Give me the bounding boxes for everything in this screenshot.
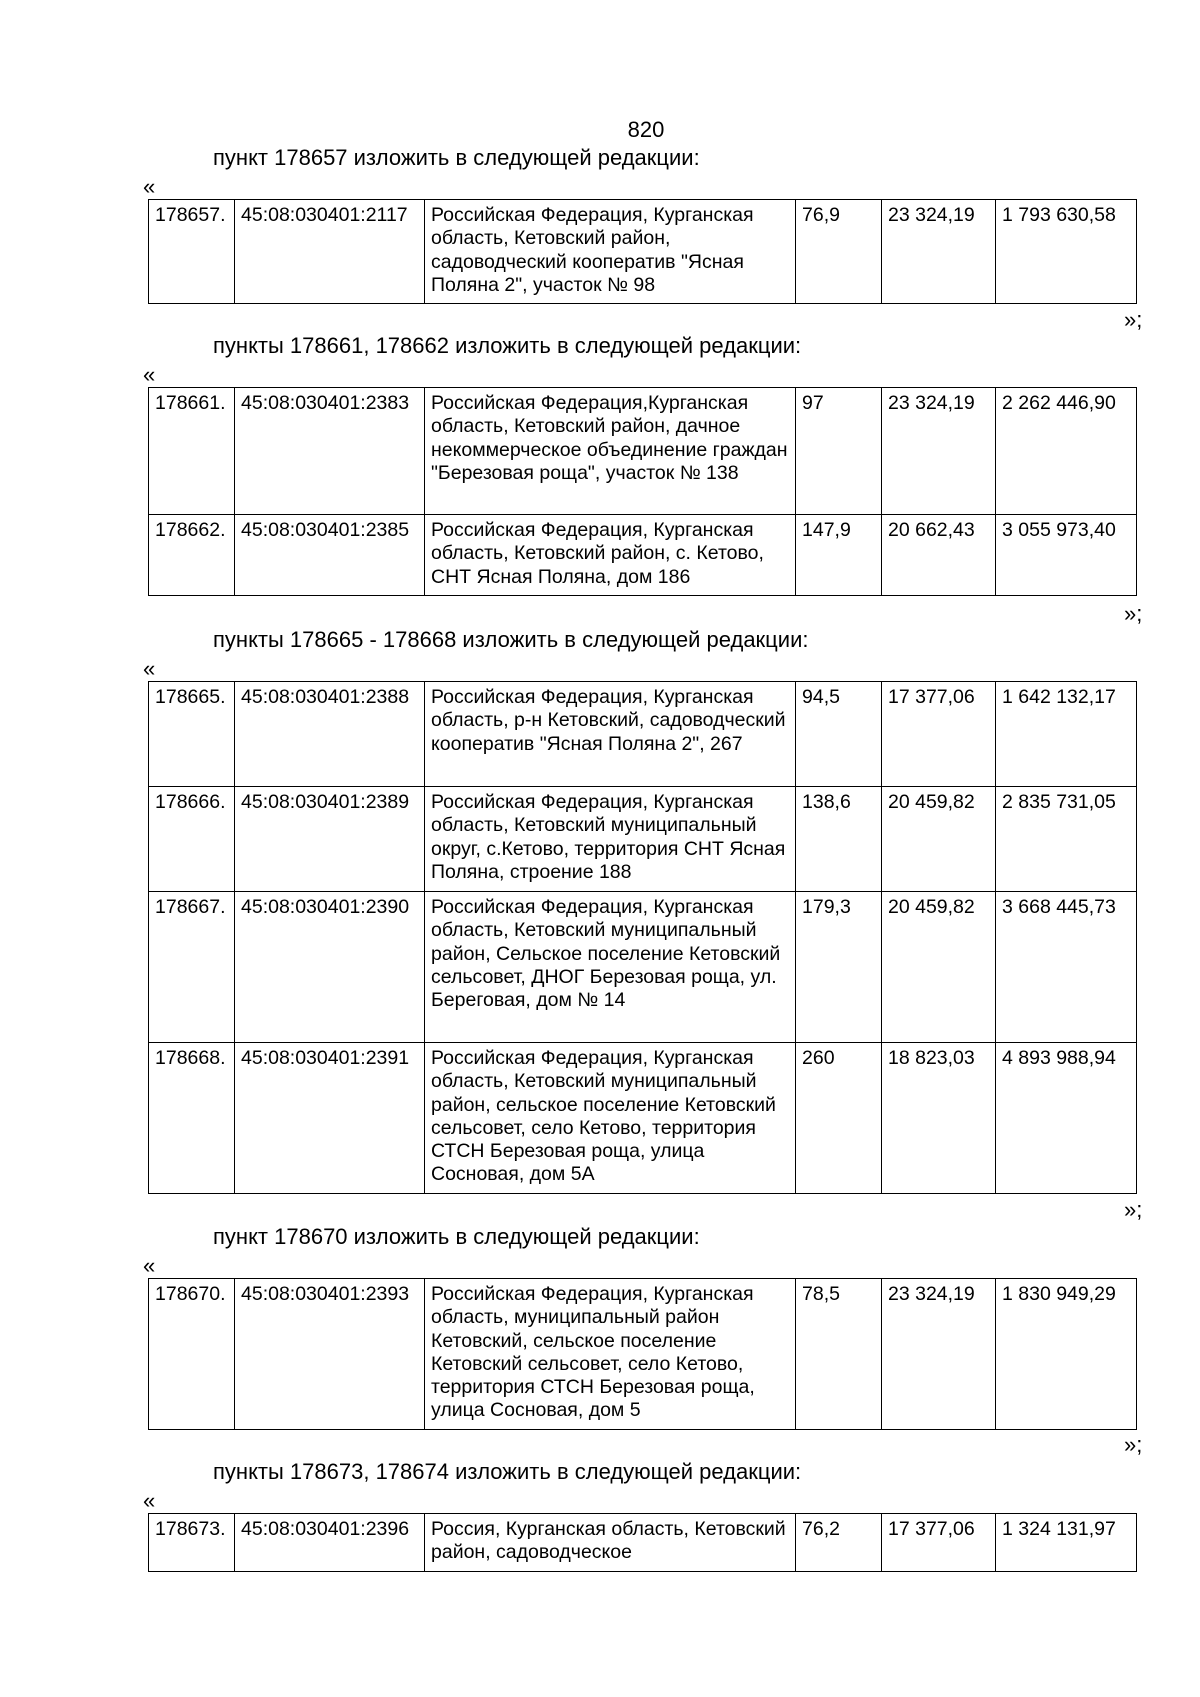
address: Российская Федерация, Курганская область, Кетовский муниципальный округ, с.Кетово, территория СНТ Ясная Поляна, строение 188 <box>425 787 796 892</box>
area: 94,5 <box>796 682 882 787</box>
cadastral-value: 1 642 132,17 <box>996 682 1137 787</box>
table-row <box>149 1514 1137 1572</box>
section-heading: пункт 178657 изложить в следующей редакции: <box>213 145 700 170</box>
table-row <box>149 388 1137 515</box>
register-table <box>148 199 1137 304</box>
cadastral-value: 3 055 973,40 <box>996 515 1137 596</box>
cadastral-value: 2 835 731,05 <box>996 787 1137 892</box>
close-quote: »; <box>1124 1197 1143 1222</box>
area: 76,9 <box>796 200 882 304</box>
area: 138,6 <box>796 787 882 892</box>
cadastral-rate: 17 377,06 <box>882 1514 996 1572</box>
item-number: 178657. <box>149 200 235 304</box>
close-quote: »; <box>1124 1432 1143 1457</box>
item-number: 178666. <box>149 787 235 892</box>
table-row <box>149 787 1137 892</box>
close-quote: »; <box>1124 307 1143 332</box>
cadastral-value: 2 262 446,90 <box>996 388 1137 515</box>
address: Российская Федерация, Курганская область, Кетовский район, садоводческий кооператив "Ясная Поляна 2", участок № 98 <box>425 200 796 304</box>
item-number: 178673. <box>149 1514 235 1572</box>
register-table <box>148 387 1137 596</box>
item-number: 178668. <box>149 1043 235 1194</box>
page-number: 820 <box>627 117 665 142</box>
section-heading: пункты 178665 - 178668 изложить в следующей редакции: <box>213 627 809 652</box>
item-number: 178662. <box>149 515 235 596</box>
table-row <box>149 515 1137 596</box>
table-row <box>149 1043 1137 1194</box>
cadastral-value: 1 324 131,97 <box>996 1514 1137 1572</box>
item-number: 178667. <box>149 892 235 1043</box>
cadastral-value: 4 893 988,94 <box>996 1043 1137 1194</box>
cadastral-number: 45:08:030401:2117 <box>235 200 425 304</box>
area: 78,5 <box>796 1279 882 1430</box>
area: 179,3 <box>796 892 882 1043</box>
cadastral-rate: 23 324,19 <box>882 1279 996 1430</box>
open-quote: « <box>143 1488 156 1513</box>
item-number: 178665. <box>149 682 235 787</box>
cadastral-number: 45:08:030401:2388 <box>235 682 425 787</box>
area: 97 <box>796 388 882 515</box>
table-row <box>149 1279 1137 1430</box>
address: Российская Федерация, Курганская область, муниципальный район Кетовский, сельское поселение Кетовский сельсовет, село Кетово, территория СТСН Березовая роща, улица Сосновая, дом 5 <box>425 1279 796 1430</box>
item-number: 178661. <box>149 388 235 515</box>
cadastral-number: 45:08:030401:2385 <box>235 515 425 596</box>
cadastral-rate: 17 377,06 <box>882 682 996 787</box>
address: Россия, Курганская область, Кетовский район, садоводческое <box>425 1514 796 1572</box>
area: 260 <box>796 1043 882 1194</box>
address: Российская Федерация, Курганская область, Кетовский муниципальный район, Сельское поселение Кетовский сельсовет, ДНОГ Березовая роща, ул. Береговая, дом № 14 <box>425 892 796 1043</box>
address: Российская Федерация, Курганская область, р-н Кетовский, садоводческий кооператив "Ясная Поляна 2", 267 <box>425 682 796 787</box>
address: Российская Федерация, Курганская область, Кетовский муниципальный район, сельское поселение Кетовский сельсовет, село Кетово, территория СТСН Березовая роща, улица Сосновая, дом 5А <box>425 1043 796 1194</box>
table-row <box>149 200 1137 304</box>
address: Российская Федерация,Курганская область, Кетовский район, дачное некоммерческое объединение граждан "Березовая роща", участок № 138 <box>425 388 796 515</box>
cadastral-number: 45:08:030401:2389 <box>235 787 425 892</box>
section-heading: пункт 178670 изложить в следующей редакции: <box>213 1224 700 1249</box>
item-number: 178670. <box>149 1279 235 1430</box>
cadastral-rate: 20 459,82 <box>882 787 996 892</box>
cadastral-rate: 20 662,43 <box>882 515 996 596</box>
cadastral-number: 45:08:030401:2390 <box>235 892 425 1043</box>
cadastral-rate: 23 324,19 <box>882 200 996 304</box>
area: 147,9 <box>796 515 882 596</box>
register-table <box>148 1513 1137 1572</box>
open-quote: « <box>143 1253 156 1278</box>
open-quote: « <box>143 362 156 387</box>
cadastral-rate: 20 459,82 <box>882 892 996 1043</box>
register-table <box>148 681 1137 1194</box>
section-heading: пункты 178673, 178674 изложить в следующей редакции: <box>213 1459 802 1484</box>
cadastral-number: 45:08:030401:2383 <box>235 388 425 515</box>
cadastral-rate: 18 823,03 <box>882 1043 996 1194</box>
cadastral-value: 1 830 949,29 <box>996 1279 1137 1430</box>
cadastral-rate: 23 324,19 <box>882 388 996 515</box>
section-heading: пункты 178661, 178662 изложить в следующей редакции: <box>213 333 802 358</box>
cadastral-number: 45:08:030401:2396 <box>235 1514 425 1572</box>
address: Российская Федерация, Курганская область, Кетовский район, с. Кетово, СНТ Ясная Поляна, дом 186 <box>425 515 796 596</box>
cadastral-number: 45:08:030401:2393 <box>235 1279 425 1430</box>
register-table <box>148 1278 1137 1430</box>
close-quote: »; <box>1124 601 1143 626</box>
area: 76,2 <box>796 1514 882 1572</box>
table-row <box>149 682 1137 787</box>
table-row <box>149 892 1137 1043</box>
cadastral-number: 45:08:030401:2391 <box>235 1043 425 1194</box>
open-quote: « <box>143 656 156 681</box>
cadastral-value: 3 668 445,73 <box>996 892 1137 1043</box>
open-quote: « <box>143 174 156 199</box>
cadastral-value: 1 793 630,58 <box>996 200 1137 304</box>
